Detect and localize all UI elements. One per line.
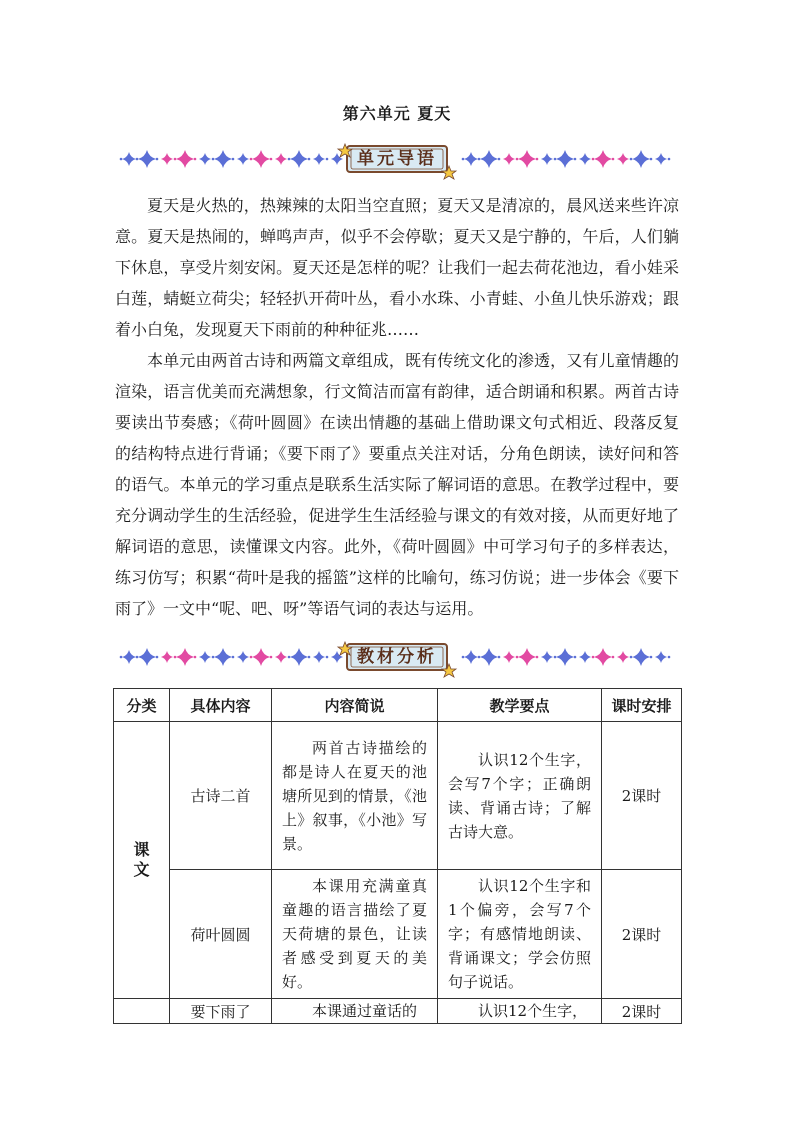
dot-icon [554,656,557,659]
dot-icon [194,656,197,659]
dot-icon [326,656,329,659]
dot-icon [212,158,215,161]
header-points: 教学要点 [438,689,602,722]
sparkle-icon [541,651,553,663]
sparkle-icon [655,651,667,663]
dot-icon [612,158,615,161]
summary-cell: 两首古诗描绘的都是诗人在夏天的池塘所见到的情景，《池上》叙事，《小池》写景。 [272,722,438,870]
intro-paragraph-2: 本单元由两首古诗和两篇文章组成，既有传统文化的渗透，又有儿童情趣的渲染，语言优美而充满想象，行文简洁而富有韵律，适合朗诵和积累。两首古诗要读出节奏感；《荷叶圆圆》在读出情趣的基础上借助课文句式相近、段落反复的结构特点进行背诵；《要下雨了》要重点关注对话，分角色朗读，读好问和答的语气。本单元的学习重点是联系生活实际了解词语的意思。在教学过程中，要充分调动学生的生活经验，促进学生生活经验与课文的有效对接，从而更好地了解词语的意思，读懂课文内容。此外，《荷叶圆圆》中可学习句子的多样表达，练习仿写；积累“荷叶是我的摇篮”这样的比喻句，练习仿说；进一步体会《要下雨了》一文中“呢、吧、呀”等语气词的表达与运用。 [115,351,679,618]
summary-cell: 本课通过童话的 [272,999,438,1024]
dot-icon [270,158,273,161]
table-header-row [114,689,682,722]
header-category: 分类 [114,689,170,722]
sparkle-icon [313,651,325,663]
sparkle-icon [138,150,156,168]
dot-icon [120,656,123,659]
sparkle-icon [579,153,591,165]
sparkle-icon [480,150,498,168]
sparkle-icon [275,153,287,165]
dot-icon [288,656,291,659]
dot-icon [630,656,633,659]
dot-icon [478,656,481,659]
sparkle-icon [655,153,667,165]
sparkle-icon [518,648,536,666]
sparkle-icon [176,150,194,168]
dot-icon [478,158,481,161]
dot-icon [516,158,519,161]
sparkle-icon [122,650,136,664]
intro-paragraph-1: 夏天是火热的，热辣辣的太阳当空直照；夏天又是清凉的，晨风送来些许凉意。夏天是热闹的，蝉鸣声声，似乎不会停歇；夏天又是宁静的，午后，人们躺下休息，享受片刻安闲。夏天还是怎样的呢？让我们一起去荷花池边，看小娃采白莲，蜻蜓立荷尖；轻轻扒开荷叶丛，看小水珠、小青蛙、小鱼儿快乐游戏；跟着小白兔，发现夏天下雨前的种种征兆…… [115,196,679,339]
sparkle-icon [594,648,612,666]
dot-icon [498,656,501,659]
sparkle-icon [313,153,325,165]
sparkle-icon [275,651,287,663]
sparkle-icon [579,651,591,663]
sparkle-icon [161,651,173,663]
dot-icon [250,158,253,161]
dot-icon [592,158,595,161]
dot-icon [612,656,615,659]
dot-icon [308,158,311,161]
dot-icon [136,158,139,161]
sparkle-icon [237,651,249,663]
sparkle-icon [632,648,650,666]
sparkle-icon [199,651,211,663]
dot-icon [574,158,577,161]
dot-icon [536,656,539,659]
table-row [114,870,682,999]
points-cell: 认识12个生字，会写7个字；正确朗读、背诵古诗；了解古诗大意。 [438,722,602,870]
header-summary: 内容简说 [272,689,438,722]
hours-cell: 2课时 [602,722,682,870]
points-cell: 认识12个生字和1个偏旁，会写7个字；有感情地朗读、背诵课文；学会仿照句子说话。 [438,870,602,999]
category-label: 课文 [133,840,150,879]
sparkle-icon [290,648,308,666]
sparkle-icon [252,648,270,666]
category-cell [114,722,170,999]
sparkle-icon [252,150,270,168]
sparkle-icon [464,152,478,166]
table-row [114,999,682,1024]
dot-icon [174,158,177,161]
sparkle-icon [632,150,650,168]
dot-icon [232,158,235,161]
dot-icon [156,656,159,659]
points-cell: 认识12个生字， [438,999,602,1024]
sparkle-icon [556,648,574,666]
dot-icon [288,158,291,161]
dot-icon [136,656,139,659]
summary-cell: 本课用充满童真童趣的语言描绘了夏天荷塘的景色，让读者感受到夏天的美好。 [272,870,438,999]
unit-title: 第六单元 夏天 [342,104,452,123]
dot-icon [630,158,633,161]
dot-icon [650,158,653,161]
sparkle-icon [290,150,308,168]
sparkle-icon [503,651,515,663]
sparkle-icon [480,648,498,666]
dot-icon [516,656,519,659]
dot-icon [156,158,159,161]
intro-text [115,190,679,624]
sparkle-icon [518,150,536,168]
dot-icon [554,158,557,161]
analysis-table [113,688,682,1024]
sparkle-icon [138,648,156,666]
dot-icon [668,656,671,659]
dot-icon [574,656,577,659]
dot-icon [668,158,671,161]
hours-cell: 2课时 [602,870,682,999]
sparkle-icon [541,153,553,165]
sparkle-icon [237,153,249,165]
sparkle-icon [122,152,136,166]
banner-label-analysis: 教材分析 [357,647,437,667]
header-hours: 课时安排 [602,689,682,722]
hours-cell: 2课时 [602,999,682,1024]
category-cell-empty [114,999,170,1024]
sparkle-icon [617,153,629,165]
header-content: 具体内容 [170,689,272,722]
dot-icon [592,656,595,659]
table-row [114,722,682,870]
sparkle-icon [594,150,612,168]
dot-icon [194,158,197,161]
dot-icon [462,158,465,161]
content-cell: 古诗二首 [170,722,272,870]
dot-icon [498,158,501,161]
dot-icon [250,656,253,659]
sparkle-icon [214,150,232,168]
sparkle-icon [214,648,232,666]
dot-icon [120,158,123,161]
dot-icon [536,158,539,161]
dot-icon [326,158,329,161]
content-cell: 要下雨了 [170,999,272,1024]
dot-icon [462,656,465,659]
section-banner-analysis [115,638,679,678]
sparkle-icon [464,650,478,664]
sparkle-icon [556,150,574,168]
dot-icon [308,656,311,659]
sparkle-icon [617,651,629,663]
dot-icon [270,656,273,659]
dot-icon [174,656,177,659]
banner-label-guide: 单元导语 [357,149,437,169]
sparkle-icon [161,153,173,165]
sparkle-icon [503,153,515,165]
dot-icon [232,656,235,659]
dot-icon [650,656,653,659]
sparkle-icon [199,153,211,165]
content-cell: 荷叶圆圆 [170,870,272,999]
sparkle-icon [176,648,194,666]
dot-icon [212,656,215,659]
section-banner-guide [115,140,679,180]
